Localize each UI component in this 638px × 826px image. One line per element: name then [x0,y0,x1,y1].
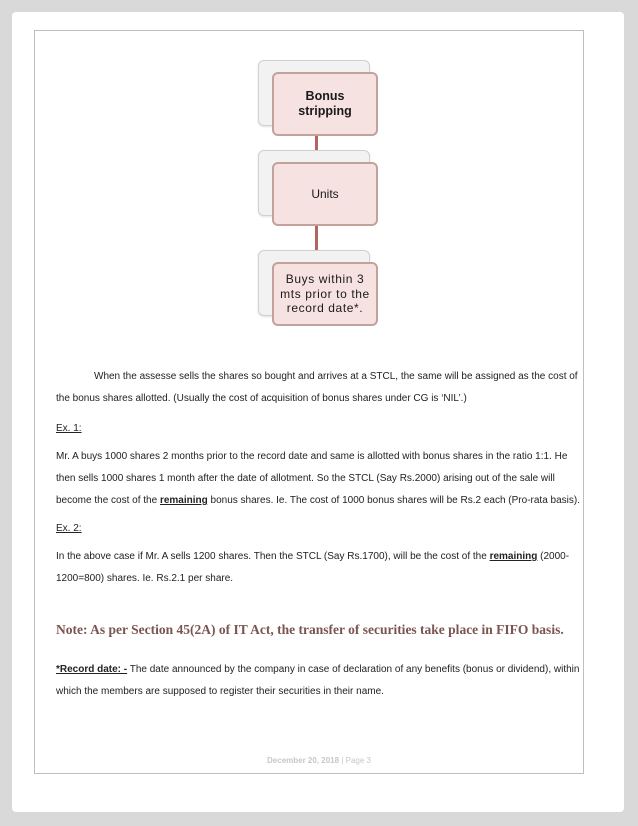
ex1-emphasis: remaining [159,495,208,506]
fifo-note: Note: As per Section 45(2A) of IT Act, the transfer of securities take place in FIFO basis. [56,622,564,637]
ex2-emphasis: remaining [489,551,538,562]
connector-2 [315,224,318,252]
ex2-heading [56,518,580,540]
ex2-text-end: (2000-1200=800) shares. Ie. Rs.2.1 per share. [56,551,570,584]
intro-paragraph: When the assesse sells the shares so bought and arrives at a STCL, the same will be assigned as the cost of the bonus shares allotted. (Usually the cost of acquisition of bonus shares under CG is ‘NIL’.) [56,371,578,404]
node-label: Units [272,162,378,226]
node-label: Buys within 3 mts prior to the record date*. [272,262,378,326]
ex2-paragraph [56,546,580,590]
document-body [56,366,580,703]
ex1-text-end: bonus shares. Ie. The cost of 1000 bonus shares will be Rs.2 each (Pro-rata basis). [207,495,580,506]
footer-separator: | [341,756,346,765]
record-date-text: The date announced by the company in case of declaration of any benefits (bonus or dividend), within which the members are supposed to register their securities in their name. [56,664,580,697]
ex2-text-start: In the above case if Mr. A sells 1200 shares. Then the STCL (Say Rs.1700), will be the cost of the [56,551,490,562]
diagram-node-bonus-stripping [258,60,382,138]
diagram-node-buys-within [258,250,382,328]
ex2-heading-text: Ex. 2: [56,523,82,534]
footer-date: December 20, 2018 [267,756,340,765]
ex1-heading-text: Ex. 1: [56,423,82,434]
ex1-heading [56,418,580,440]
ex1-text-start: Mr. A buys 1000 shares 2 months prior to the record date and same is allotted with bonus shares in the ratio 1:1. He then sells 1000 shares 1 month after the date of allotment. So the STCL (Say Rs.2000) arising out of the sale will become the cost of the [56,451,568,506]
footer-page-number: Page 3 [345,756,371,765]
ex1-paragraph [56,446,580,512]
node-label: Bonus stripping [272,72,378,136]
page-footer [0,756,638,765]
record-date-paragraph [56,659,580,703]
hierarchy-diagram [258,48,398,338]
record-date-label: *Record date: - [56,664,128,675]
diagram-node-units [258,150,382,228]
